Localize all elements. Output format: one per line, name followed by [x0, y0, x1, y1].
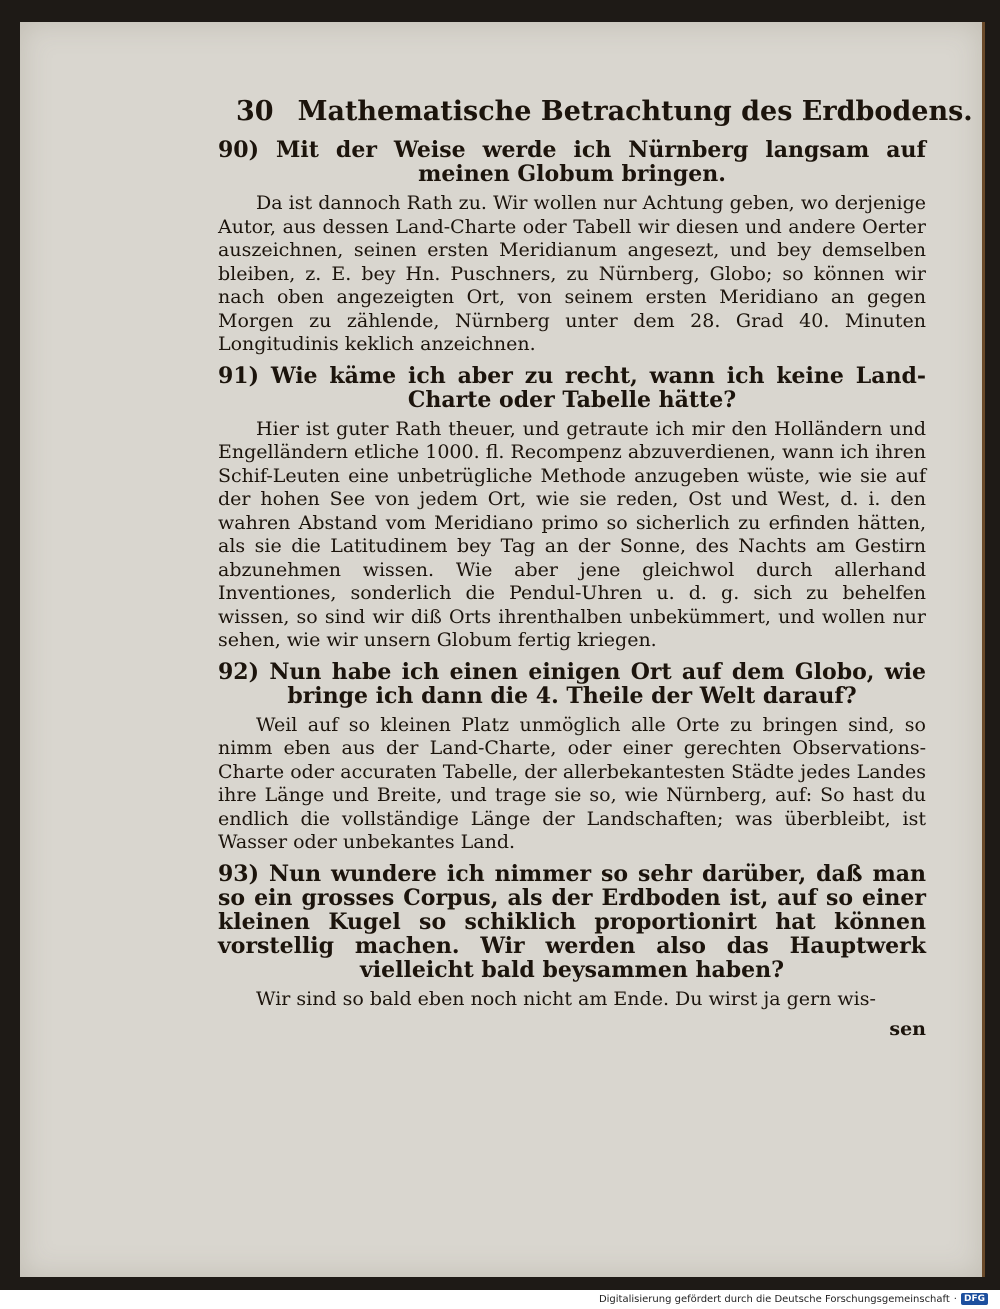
answer-93: Wir sind so bald eben noch nicht am Ende. Du wirst ja gern wis- — [256, 987, 876, 1010]
catchword: sen — [889, 1018, 926, 1040]
question-93: 93) Nun wundere ich nimmer so sehr darüber, daß man so ein grosses Corpus, als der Erdboden ist, auf so einer kleinen Kugel so schiklich proportionirt hat können vorstellig machen. Wir werden also das Hauptwerk vielleicht bald beysammen haben? — [218, 860, 926, 983]
page-text — [218, 96, 973, 1040]
running-head-title: Mathematische Betrachtung des Erdbodens. — [297, 96, 973, 127]
question-92: 92) Nun habe ich einen einigen Ort auf dem Globo, wie bringe ich dann die 4. Theile der Welt darauf? — [218, 658, 926, 709]
digitization-credit: Digitalisierung gefördert durch die Deutsche Forschungsgemeinschaft · DFG — [599, 1293, 988, 1305]
answer-90: Da ist dannoch Rath zu. Wir wollen nur Achtung geben, wo derjenige Autor, aus dessen Land-Charte oder Tabell wir diesen und andere Oerter auszeichnen, seinen ersten Meridianum angesezt, und bey demselben bleiben, z. E. bey Hn. Puschners, zu Nürnberg, Globo; so können wir nach oben angezeigten Ort, von seinem ersten Meridiano an gegen Morgen zu zählende, Nürnberg unter dem 28. Grad 40. Minuten Longitudinis keklich anzeichnen. — [218, 192, 926, 355]
question-91: 91) Wie käme ich aber zu recht, wann ich keine Land-Charte oder Tabelle hätte? — [218, 362, 926, 413]
running-head — [236, 96, 973, 138]
answer-91: Hier ist guter Rath theuer, und getraute ich mir den Holländern und Engelländern etliche 1000. fl. Recompenz abzuverdienen, wann ich ihren Schif-Leuten eine unbetrügliche Methode anzugeben wüste, wie sie auf der hohen See von jedem Ort, wie sie reden, Ost und West, d. i. den wahren Abstand vom Meridiano primo so sicherlich zu erfinden hätten, als sie die Latitudinem bey Tag an der Sonne, des Nachts am Gestirn abzunehmen wissen. Wie aber jene gleichwol durch allerhand Inventiones, sonderlich die Pendul-Uhren u. d. g. sich zu behelfen wissen, so sind wir diß Orts ihrenthalben unbekümmert, und wollen nur sehen, wie wir unsern Globum fertig kriegen. — [218, 417, 926, 651]
page-number: 30 — [236, 96, 274, 127]
question-90: 90) Mit der Weise werde ich Nürnberg langsam auf meinen Globum bringen. — [218, 137, 926, 187]
dfg-logo-icon: DFG — [961, 1293, 988, 1305]
credit-text: Digitalisierung gefördert durch die Deutsche Forschungsgemeinschaft — [598, 1293, 950, 1305]
answer-92: Weil auf so kleinen Platz unmöglich alle Orte zu bringen sind, so nimm eben aus der Land-Charte, oder einer gerechten Observations-Charte oder accuraten Tabelle, der allerbekantesten Städte jedes Landes ihre Länge und Breite, und trage sie so, wie Nürnberg, auf: So hast du endlich die vollständige Länge der Landschaften; was überbleibt, ist Wasser oder unbekantes Land. — [218, 713, 926, 853]
